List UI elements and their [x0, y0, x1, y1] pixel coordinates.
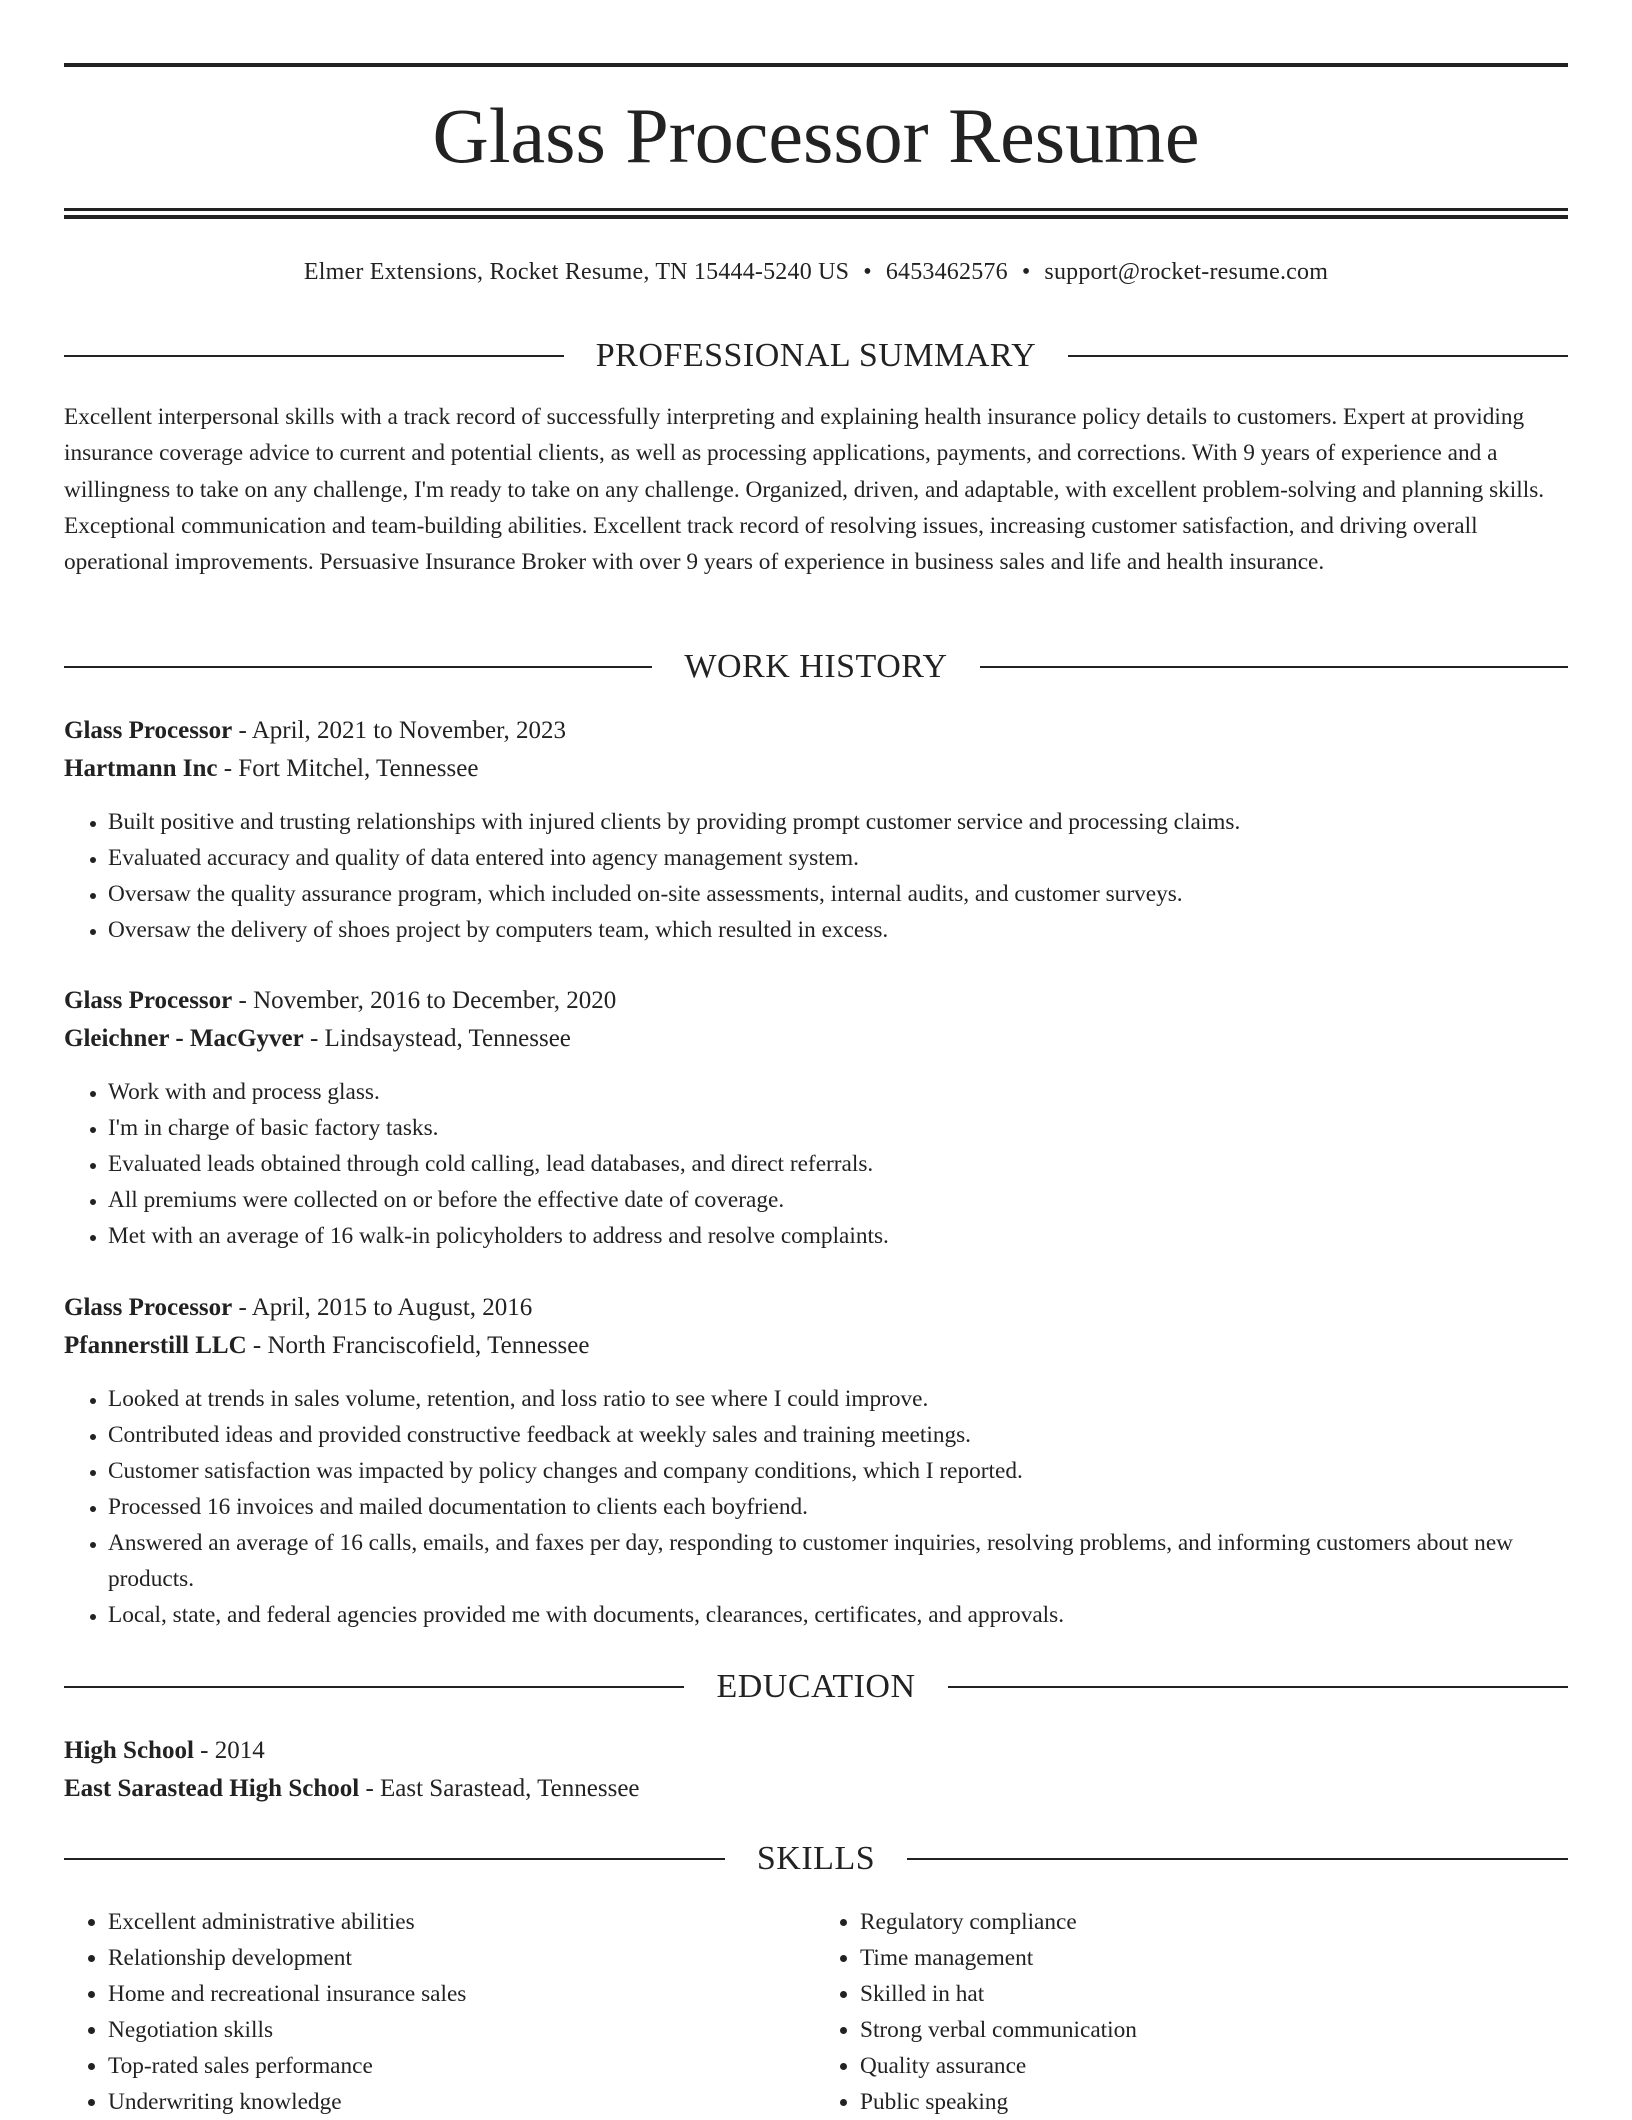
- job-bullet: • Looked at trends in sales volume, retention, and loss ratio to see where I could improve.: [108, 1381, 1568, 1417]
- job-location: - Lindsaystead, Tennessee: [303, 1025, 571, 1052]
- contact-email: support@rocket-resume.com: [1044, 259, 1329, 285]
- job-bullet: • Customer satisfaction was impacted by policy changes and company conditions, which I reported.: [108, 1453, 1568, 1489]
- section-title-summary: PROFESSIONAL SUMMARY: [595, 337, 1037, 374]
- job-company-line: [64, 750, 1568, 788]
- job-bullet: • I'm in charge of basic factory tasks.: [108, 1110, 1568, 1146]
- heading-rule: [1068, 355, 1568, 357]
- job-company: Gleichner - MacGyver: [64, 1025, 304, 1052]
- job-bullets: [64, 804, 1568, 948]
- job-bullet: • Built positive and trusting relationships with injured clients by providing prompt customer service and processing claims.: [108, 804, 1568, 840]
- top-rule: [64, 63, 1568, 67]
- section-title-work: WORK HISTORY: [684, 648, 948, 685]
- section-heading-work: [64, 647, 1568, 687]
- skill-item: • Negotiation skills: [108, 2012, 816, 2048]
- title-rule-lower: [64, 215, 1568, 219]
- skill-item: • Relationship development: [108, 1940, 816, 1976]
- skill-item: • Quality assurance: [860, 2048, 1568, 2084]
- skill-item: • Skilled in hat: [860, 1976, 1568, 2012]
- skill-item: • Home and recreational insurance sales: [108, 1976, 816, 2012]
- skill-item: • Public speaking: [860, 2084, 1568, 2120]
- skill-item: • Regulatory compliance: [860, 1904, 1568, 1940]
- job-bullet: • Evaluated accuracy and quality of data entered into agency management system.: [108, 840, 1568, 876]
- skill-item: • Strong verbal communication: [860, 2012, 1568, 2048]
- job-bullet: • Processed 16 invoices and mailed documentation to clients each boyfriend.: [108, 1489, 1568, 1525]
- job-bullet: • Contributed ideas and provided constructive feedback at weekly sales and training meetings.: [108, 1417, 1568, 1453]
- job-entry: [64, 712, 1568, 948]
- skill-item: • Time management: [860, 1940, 1568, 1976]
- job-company: Hartmann Inc: [64, 755, 218, 782]
- contact-line: [64, 254, 1568, 290]
- contact-phone: 6453462576: [885, 259, 1008, 285]
- job-bullet: • Oversaw the quality assurance program, which included on-site assessments, internal audits, and customer surveys.: [108, 876, 1568, 912]
- job-title: Glass Processor: [64, 717, 233, 744]
- job-bullet: • Met with an average of 16 walk-in policyholders to address and resolve complaints.: [108, 1218, 1568, 1254]
- job-title-line: [64, 712, 1568, 750]
- job-bullet: • Evaluated leads obtained through cold calling, lead databases, and direct referrals.: [108, 1146, 1568, 1182]
- title-rule-upper: [64, 208, 1568, 211]
- heading-rule: [948, 1686, 1568, 1688]
- contact-address: Elmer Extensions, Rocket Resume, TN 15444-5240 US: [303, 259, 850, 285]
- heading-rule: [64, 1686, 684, 1688]
- heading-rule: [64, 355, 564, 357]
- education-entry: [64, 1732, 1568, 1808]
- heading-rule: [64, 666, 652, 668]
- job-dates: - April, 2021 to November, 2023: [232, 717, 566, 744]
- education-school: East Sarastead High School: [64, 1775, 360, 1802]
- job-location: - North Franciscofield, Tennessee: [246, 1332, 590, 1359]
- job-bullet: • Work with and process glass.: [108, 1074, 1568, 1110]
- heading-rule: [980, 666, 1568, 668]
- job-bullets: [64, 1381, 1568, 1633]
- professional-summary: Excellent interpersonal skills with a track record of successfully interpreting and explaining health insurance policy details to customers. Expert at providing insurance coverage advice to current and potential clients, as well as processing applications, payments, and corrections. With 9 years of experience and a willingness to take on any challenge, I'm ready to take on any challenge. Organized, driven, and adaptable, with excellent problem-solving and planning skills. Exceptional communication and team-building abilities. Excellent track record of resolving issues, increasing customer satisfaction, and driving overall operational improvements. Persuasive Insurance Broker with over 9 years of experience in business sales and life and health insurance.: [64, 404, 1545, 576]
- section-heading-skills: [64, 1839, 1568, 1879]
- education-year: - 2014: [193, 1737, 265, 1764]
- job-dates: - April, 2015 to August, 2016: [232, 1294, 533, 1321]
- job-entry: [64, 1289, 1568, 1633]
- skill-item: • Excellent administrative abilities: [108, 1904, 816, 1940]
- job-bullet: • Oversaw the delivery of shoes project by computers team, which resulted in excess.: [108, 912, 1568, 948]
- job-title: Glass Processor: [64, 987, 233, 1014]
- education-location: - East Sarastead, Tennessee: [359, 1775, 640, 1802]
- job-title-line: [64, 982, 1568, 1020]
- job-title: Glass Processor: [64, 1294, 233, 1321]
- section-heading-summary: [64, 336, 1568, 376]
- contact-separator: •: [863, 259, 872, 285]
- job-bullets: [64, 1074, 1568, 1254]
- education-school-line: [64, 1770, 1568, 1808]
- education-degree: High School: [64, 1737, 194, 1764]
- heading-rule: [907, 1858, 1568, 1860]
- job-company-line: [64, 1020, 1568, 1058]
- section-title-skills: SKILLS: [756, 1840, 876, 1877]
- skills-column-right: [816, 1904, 1568, 2120]
- job-bullet: • Local, state, and federal agencies provided me with documents, clearances, certificates, and approvals.: [108, 1597, 1568, 1633]
- education-degree-line: [64, 1732, 1568, 1770]
- job-entry: [64, 982, 1568, 1254]
- job-location: - Fort Mitchel, Tennessee: [217, 755, 479, 782]
- heading-rule: [64, 1858, 725, 1860]
- contact-separator: •: [1021, 259, 1031, 285]
- skill-item: • Top-rated sales performance: [108, 2048, 816, 2084]
- skills-column-left: [64, 1904, 816, 2120]
- skill-item: • Underwriting knowledge: [108, 2084, 816, 2120]
- page-title: Glass Processor Resume: [432, 92, 1200, 179]
- job-bullet: • All premiums were collected on or before the effective date of coverage.: [108, 1182, 1568, 1218]
- skills-list: [64, 1904, 1568, 2120]
- job-title-line: [64, 1289, 1568, 1327]
- section-title-education: EDUCATION: [716, 1668, 916, 1705]
- section-heading-education: [64, 1667, 1568, 1707]
- job-dates: - November, 2016 to December, 2020: [232, 987, 617, 1014]
- job-bullet: • Answered an average of 16 calls, emails, and faxes per day, responding to customer inquiries, resolving problems, and informing customers about new products.: [108, 1525, 1568, 1597]
- job-company: Pfannerstill LLC: [64, 1332, 247, 1359]
- job-company-line: [64, 1327, 1568, 1365]
